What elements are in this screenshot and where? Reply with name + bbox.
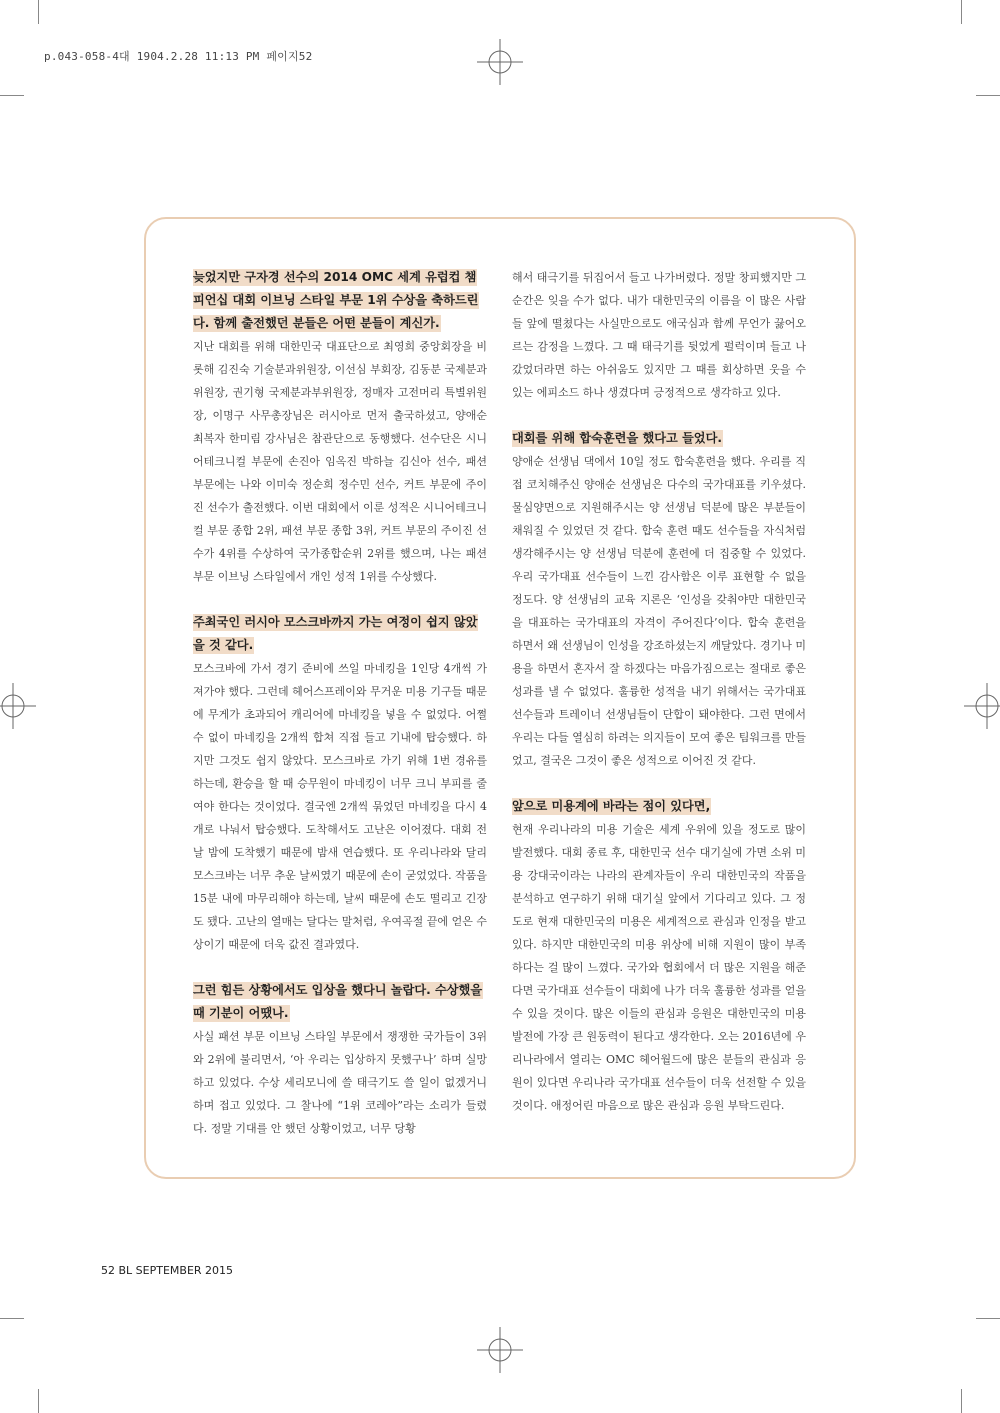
question-heading: 늦었지만 구자경 선수의 2014 OMC 세계 유럽컵 챔피언십 대회 이브닝 스타일 부문 1위 수상을 축하드린다. 함께 출전했던 분들은 어떤 분들이 계신가.	[193, 270, 479, 330]
question-heading: 대회를 위해 합숙훈련을 했다고 들었다.	[512, 431, 722, 445]
crop-mark	[961, 0, 962, 24]
registration-mark-icon	[964, 683, 1000, 729]
registration-mark-icon	[477, 1327, 523, 1373]
question-heading: 앞으로 미용계에 바라는 점이 있다면,	[512, 799, 711, 813]
answer-paragraph: 현재 우리나라의 미용 기술은 세계 우위에 있을 정도로 많이 발전했다. 대회 종료 후, 대한민국 선수 대기실에 가면 소위 미용 강대국이라는 나라의 관계자들이 우리 대한민국의 작품을 분석하고 연구하기 위해 대기실 앞에서 기다리고 있다. 그 정도로 현재 대한민국의 미용은 세계적으로 관심과 인정을 받고 있다. 하지만 대한민국의 미용 위상에 비해 지원이 많이 부족하다는 걸 많이 느꼈다. 국가와 협회에서 더 많은 지원을 해준다면 국가대표 선수들이 대회에 나가 더욱 훌륭한 성과를 얻을 수 있을 것이다. 많은 이들의 관심과 응원은 대한민국의 미용발전에 가장 큰 원동력이 된다고 생각한다. 오는 2016년에 우리나라에서 열리는 OMC 헤어월드에 많은 분들의 관심과 응원이 있다면 우리나라 국가대표 선수들이 더욱 선전할 수 있을 것이다. 애정어린 마음으로 많은 관심과 응원 부탁드린다.	[512, 823, 806, 1112]
answer-paragraph: 모스크바에 가서 경기 준비에 쓰일 마네킹을 1인당 4개씩 가져가야 했다. 그런데 헤어스프레이와 무거운 미용 기구들 때문에 무게가 초과되어 캐리어에 마네킹을 넣을 수 없었다. 어쩔 수 없이 마네킹을 2개씩 합쳐 직접 들고 기내에 탑승했다. 하지만 그것도 쉽지 않았다. 모스크바로 가기 위해 1번 경유를 하는데, 환승을 할 때 승무원이 마네킹이 너무 크니 부피를 줄여야 한다는 것이었다. 결국엔 2개씩 묶었던 마네킹을 다시 4개로 나눠서 탑승했다. 도착해서도 고난은 이어졌다. 대회 전날 밤에 도착했기 때문에 밤새 연습했다. 또 우리나라와 달리 모스크바는 너무 추운 날씨였기 때문에 손이 굳었었다. 작품을 15분 내에 마무리해야 하는데, 날씨 때문에 손도 떨리고 긴장도 됐다. 고난의 열매는 달다는 말처럼, 우여곡절 끝에 얻은 수상이기 때문에 더욱 값진 결과였다.	[193, 662, 487, 951]
question-heading: 주최국인 러시아 모스크바까지 가는 여정이 쉽지 않았을 것 같다.	[193, 615, 478, 652]
registration-mark-icon	[0, 683, 36, 729]
crop-mark	[0, 1318, 24, 1319]
answer-paragraph: 양애순 선생님 댁에서 10일 정도 합숙훈련을 했다. 우리를 직접 코치해주신 양애순 선생님은 다수의 국가대표를 키우셨다. 물심양면으로 지원해주시는 양 선생님 덕분에 많은 부분들이 채워질 수 있었던 것 같다. 합숙 훈련 때도 선수들을 자식처럼 생각해주시는 양 선생님 덕분에 훈련에 더 집중할 수 있었다. 우리 국가대표 선수들이 느낀 감사함은 이루 표현할 수 없을 정도다. 양 선생님의 교육 지론은 ‘인성을 갖춰야만 대한민국을 대표하는 국가대표의 자격이 주어진다’이다. 합숙 훈련을 하면서 왜 선생님이 인성을 강조하셨는지 깨달았다. 경기나 미용을 하면서 혼자서 잘 하겠다는 마음가짐으로는 절대로 좋은 성과를 낼 수 없었다. 훌륭한 성적을 내기 위해서는 국가대표선수들과 트레이너 선생님들이 단합이 돼야한다. 그런 면에서 우리는 다들 열심히 하려는 의지들이 모여 좋은 팀워크를 만들었고, 결국은 그것이 좋은 성적으로 이어진 것 같다.	[512, 455, 806, 767]
page-folio: 52 BL SEPTEMBER 2015	[101, 1264, 234, 1277]
answer-paragraph: 해서 태극기를 뒤집어서 들고 나가버렸다. 정말 창피했지만 그 순간은 잊을 수가 없다. 내가 대한민국의 이름을 이 많은 사람들 앞에 떨쳤다는 사실만으로도 애국심과 함께 무언가 끓어오르는 감정을 느꼈다. 그 때 태극기를 뒷었게 펄럭이며 들고 나갔었더라면 하는 아쉬움도 있지만 그 때를 회상하면 웃을 수 있는 에피소드 하나 생겼다며 긍정적으로 생각하고 있다.	[512, 271, 806, 399]
left-column	[193, 266, 487, 1140]
crop-mark	[38, 1389, 39, 1413]
answer-paragraph: 사실 패션 부문 이브닝 스타일 부문에서 쟁쟁한 국가들이 3위와 2위에 불리면서, ‘아 우리는 입상하지 못했구나’ 하며 실망하고 있었다. 수상 세리모니에 쓸 태극기도 쓸 일이 없겠거니 하며 접고 있었다. 그 찰나에 “1위 코레아”라는 소리가 들렸다. 정말 기대를 안 했던 상황이었고, 너무 당황	[193, 1030, 487, 1135]
question-heading: 그런 힘든 상황에서도 입상을 했다니 놀랍다. 수상했을 때 기분이 어땠나.	[193, 983, 483, 1020]
crop-mark	[38, 0, 39, 24]
registration-mark-icon	[477, 39, 523, 85]
print-slug-line: p.043-058-4대 1904.2.28 11:13 PM 페이지52	[44, 50, 313, 63]
crop-mark	[961, 1389, 962, 1413]
right-column	[512, 266, 806, 1117]
answer-paragraph: 지난 대회를 위해 대한민국 대표단으로 최영희 중앙회장을 비롯해 김진숙 기술분과위원장, 이선심 부회장, 김동분 국제분과위원장, 권기형 국제분과부위원장, 정매자 고전머리 특별위원장, 이명구 사무총장님은 러시아로 먼저 출국하셨고, 양애순 최복자 한미림 강사님은 참관단으로 동행했다. 선수단은 시니어테크니컬 부문에 손진아 임옥진 박하늘 김신아 선수, 패션 부문에는 나와 이미숙 정순희 정수민 선수, 커트 부문에 주이진 선수가 출전했다. 이번 대회에서 이룬 성적은 시니어테크니컬 부문 종합 2위, 패션 부문 종합 3위, 커트 부문의 주이진 선수가 4위를 수상하여 국가종합순위 2위를 했으며, 나는 패션 부문 이브닝 스타일에서 개인 성적 1위를 수상했다.	[193, 340, 487, 583]
crop-mark	[976, 95, 1000, 96]
crop-mark	[976, 1318, 1000, 1319]
crop-mark	[0, 95, 24, 96]
